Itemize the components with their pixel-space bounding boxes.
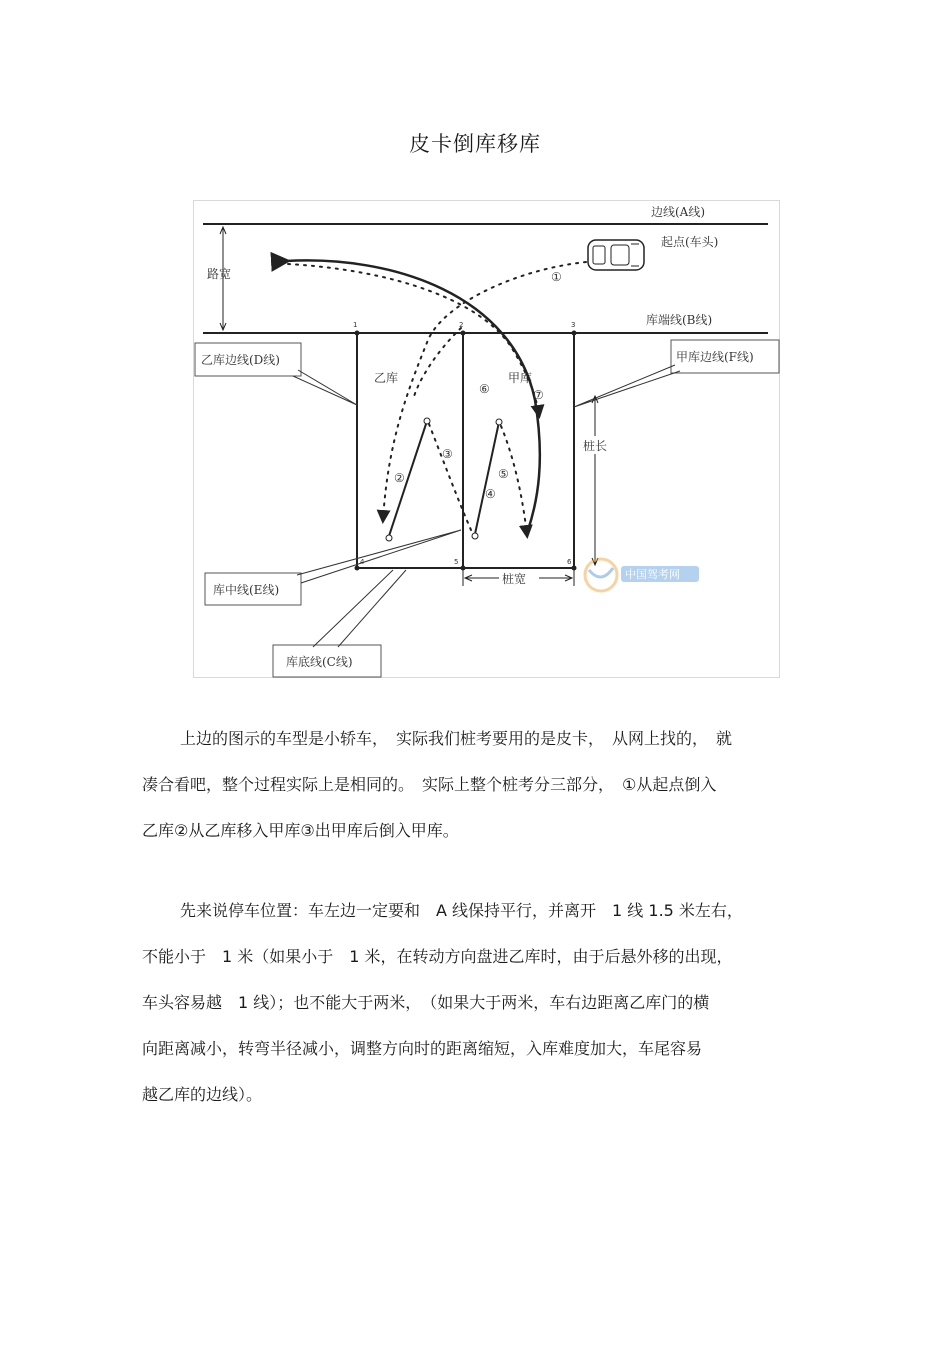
step-2-label: ② <box>394 471 405 485</box>
text-line: 凑合看吧，整个过程实际上是相同的。 实际上整个桩考分三部分， ①从起点倒入 <box>142 775 717 794</box>
edge-f-label: 甲库边线(F线) <box>676 350 754 364</box>
edge-a-label: 边线(A线) <box>651 205 706 219</box>
svg-text:5: 5 <box>454 558 459 566</box>
car-icon <box>588 240 644 270</box>
yi-ku-label: 乙库 <box>374 371 399 385</box>
paragraph-intro <box>142 716 812 854</box>
paragraph-parking-position <box>142 888 812 1118</box>
text-line: 车头容易越 1 线）；也不能大于两米， （如果大于两米，车右边距离乙库门的横 <box>142 993 710 1012</box>
text-line: 越乙库的边线）。 <box>142 1085 263 1104</box>
step-4-label: ④ <box>485 487 496 501</box>
edge-b-label: 库端线(B线) <box>646 313 713 327</box>
jia-ku-label: 甲库 <box>508 371 533 385</box>
stake-width-label: 桩宽 <box>502 572 527 586</box>
step-6-label: ⑥ <box>479 382 490 396</box>
text-line: 乙库②从乙库移入甲库③出甲库后倒入甲库。 <box>142 821 459 840</box>
page-title: 皮卡倒库移库 <box>409 132 541 156</box>
edge-d-label: 乙库边线(D线) <box>201 353 280 367</box>
step-1-label: ① <box>551 270 562 284</box>
stake-length-label: 桩长 <box>583 439 608 453</box>
road-width-label: 路宽 <box>207 267 232 281</box>
step-5-label: ⑤ <box>498 467 509 481</box>
start-label: 起点(车头) <box>661 235 719 249</box>
text-line: 不能小于 1 米（如果小于 1 米，在转动方向盘进乙库时，由于后悬外移的出现， <box>142 947 733 966</box>
svg-text:中国驾考网: 中国驾考网 <box>625 568 680 581</box>
step-3-label: ③ <box>442 447 453 461</box>
text-line: 向距离减小，转弯半径减小，调整方向时的距离缩短，入库难度加大，车尾容易 <box>142 1039 703 1058</box>
svg-text:2: 2 <box>459 321 464 329</box>
svg-text:4: 4 <box>360 558 365 566</box>
edge-e-label: 库中线(E线) <box>213 583 280 597</box>
text-line: 先来说停车位置：车左边一定要和 A 线保持平行，并离开 1 线 1.5 米左右， <box>180 901 743 920</box>
parking-diagram <box>193 200 780 678</box>
step-7-label: ⑦ <box>533 388 544 402</box>
svg-text:3: 3 <box>571 321 576 329</box>
text-line: 上边的图示的车型是小轿车， 实际我们桩考要用的是皮卡， 从网上找的， 就 <box>180 729 733 748</box>
edge-c-label: 库底线(C线) <box>286 655 353 669</box>
svg-text:6: 6 <box>567 558 572 566</box>
diagram-frame <box>194 201 780 678</box>
svg-text:1: 1 <box>353 321 358 329</box>
